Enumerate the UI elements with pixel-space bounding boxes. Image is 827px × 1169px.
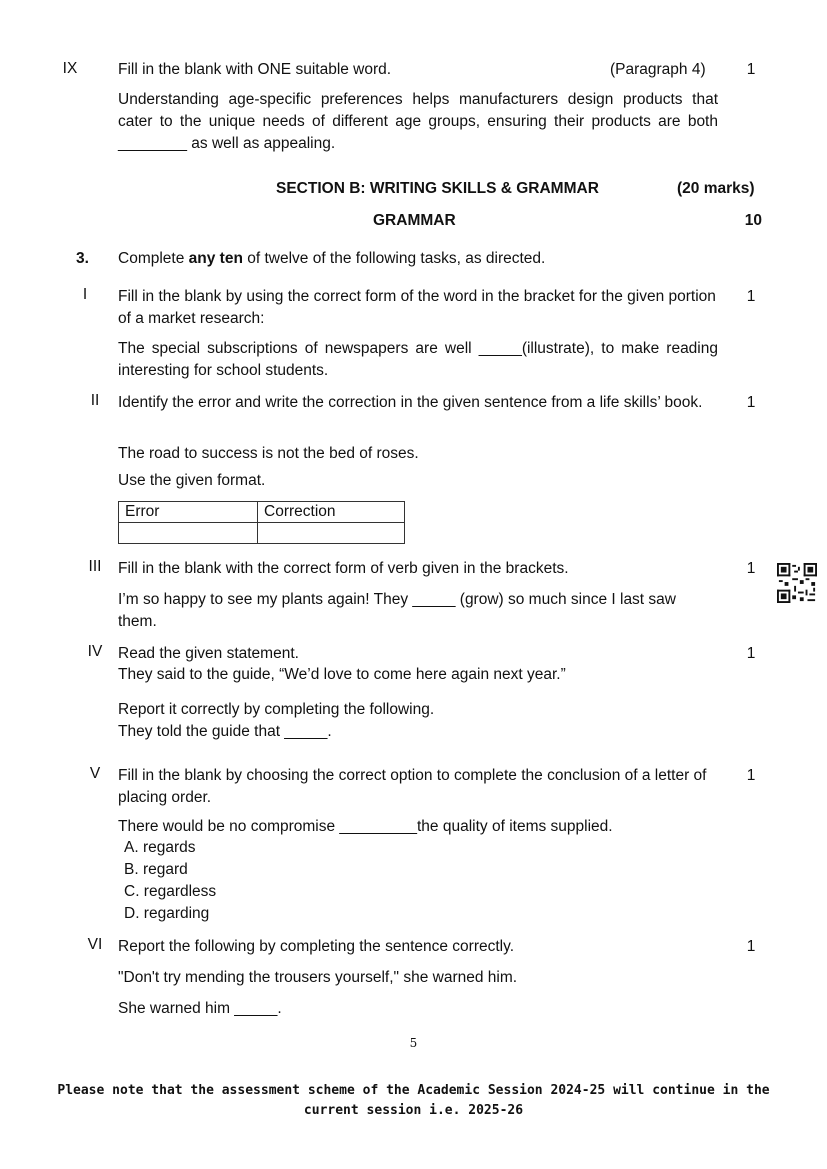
question-number-ix: IX: [62, 60, 78, 77]
question-i-instruction: Fill in the blank by using the correct form of the word in the bracket for the given portion of a market research:: [118, 288, 716, 327]
section-title: SECTION B: WRITING SKILLS & GRAMMAR: [276, 180, 599, 197]
table-header-error: Error: [119, 502, 258, 523]
option-d: D. regarding: [124, 905, 210, 922]
footer-note-line1: Please note that the assessment scheme of the Academic Session 2024-25 will continue in the: [57, 1083, 770, 1098]
question-iv-instruction: Read the given statement.: [118, 645, 299, 662]
grammar-marks: 10: [744, 212, 762, 229]
option-c: C. regardless: [124, 883, 217, 900]
question-ix-text: Understanding age-specific preferences helps manufacturers design products that cater to the unique needs of different age groups, ensuring their products are both ________ as well as appealing.: [118, 91, 718, 152]
page-number: 5: [409, 1036, 418, 1050]
question-number-ii: II: [90, 392, 100, 409]
question-number-vi: VI: [87, 936, 103, 953]
option-b: B. regard: [124, 861, 188, 878]
qr-code-icon: [777, 563, 817, 603]
table-header-correction: Correction: [258, 502, 405, 523]
question-ix-instruction: Fill in the blank with ONE suitable word.: [118, 61, 392, 78]
question-vi-instruction: Report the following by completing the sentence correctly.: [118, 938, 515, 955]
error-correction-table: [118, 501, 405, 544]
question-ii-marks: 1: [746, 394, 756, 411]
question-iii-instruction: Fill in the blank with the correct form of verb given in the brackets.: [118, 560, 569, 577]
question-ii-format-note: Use the given format.: [118, 472, 266, 489]
question-number-iv: IV: [87, 643, 103, 660]
section-marks: (20 marks): [677, 180, 755, 197]
question-i-marks: 1: [746, 288, 756, 305]
question-iv-statement: They said to the guide, “We’d love to come here again next year.”: [118, 666, 566, 683]
option-a: A. regards: [124, 839, 196, 856]
question-ii-instruction: Identify the error and write the correction in the given sentence from a life skills’ book.: [118, 394, 703, 411]
question-v-instruction: Fill in the blank by choosing the correct option to complete the conclusion of a letter of placing order.: [118, 767, 707, 806]
question-iv-report-start: They told the guide that _____.: [118, 723, 332, 740]
question-3-text-bold: any ten: [188, 250, 243, 267]
question-3-text: [118, 248, 718, 270]
question-ix-marks: 1: [746, 61, 756, 78]
question-v-marks: 1: [746, 767, 756, 784]
question-iv-marks: 1: [746, 645, 756, 662]
question-ix-reference: (Paragraph 4): [610, 61, 706, 78]
question-3-text-post: of twelve of the following tasks, as directed.: [242, 250, 546, 267]
grammar-heading: GRAMMAR: [373, 212, 456, 229]
question-ii-sentence: The road to success is not the bed of roses.: [118, 445, 419, 462]
question-3-number: 3.: [76, 250, 89, 267]
question-number-v: V: [89, 765, 101, 782]
table-cell-correction-blank: [258, 523, 405, 544]
question-3-text-pre: Complete: [118, 250, 189, 267]
question-vi-marks: 1: [746, 938, 756, 955]
question-number-i: I: [82, 286, 88, 303]
question-v-sentence: There would be no compromise _________the quality of items supplied.: [118, 818, 613, 835]
question-iv-report-instruction: Report it correctly by completing the following.: [118, 701, 435, 718]
table-cell-error-blank: [119, 523, 258, 544]
question-vi-quote: "Don't try mending the trousers yourself," she warned him.: [118, 969, 518, 986]
footer-note-line2: current session i.e. 2025-26: [303, 1103, 524, 1118]
question-iii-marks: 1: [746, 560, 756, 577]
question-vi-report-start: She warned him _____.: [118, 1000, 282, 1017]
question-iii-text: I’m so happy to see my plants again! They _____ (grow) so much since I last saw them.: [118, 591, 676, 630]
question-i-text: The special subscriptions of newspapers are well _____(illustrate), to make reading interesting for school students.: [118, 340, 718, 379]
question-number-iii: III: [88, 558, 102, 575]
